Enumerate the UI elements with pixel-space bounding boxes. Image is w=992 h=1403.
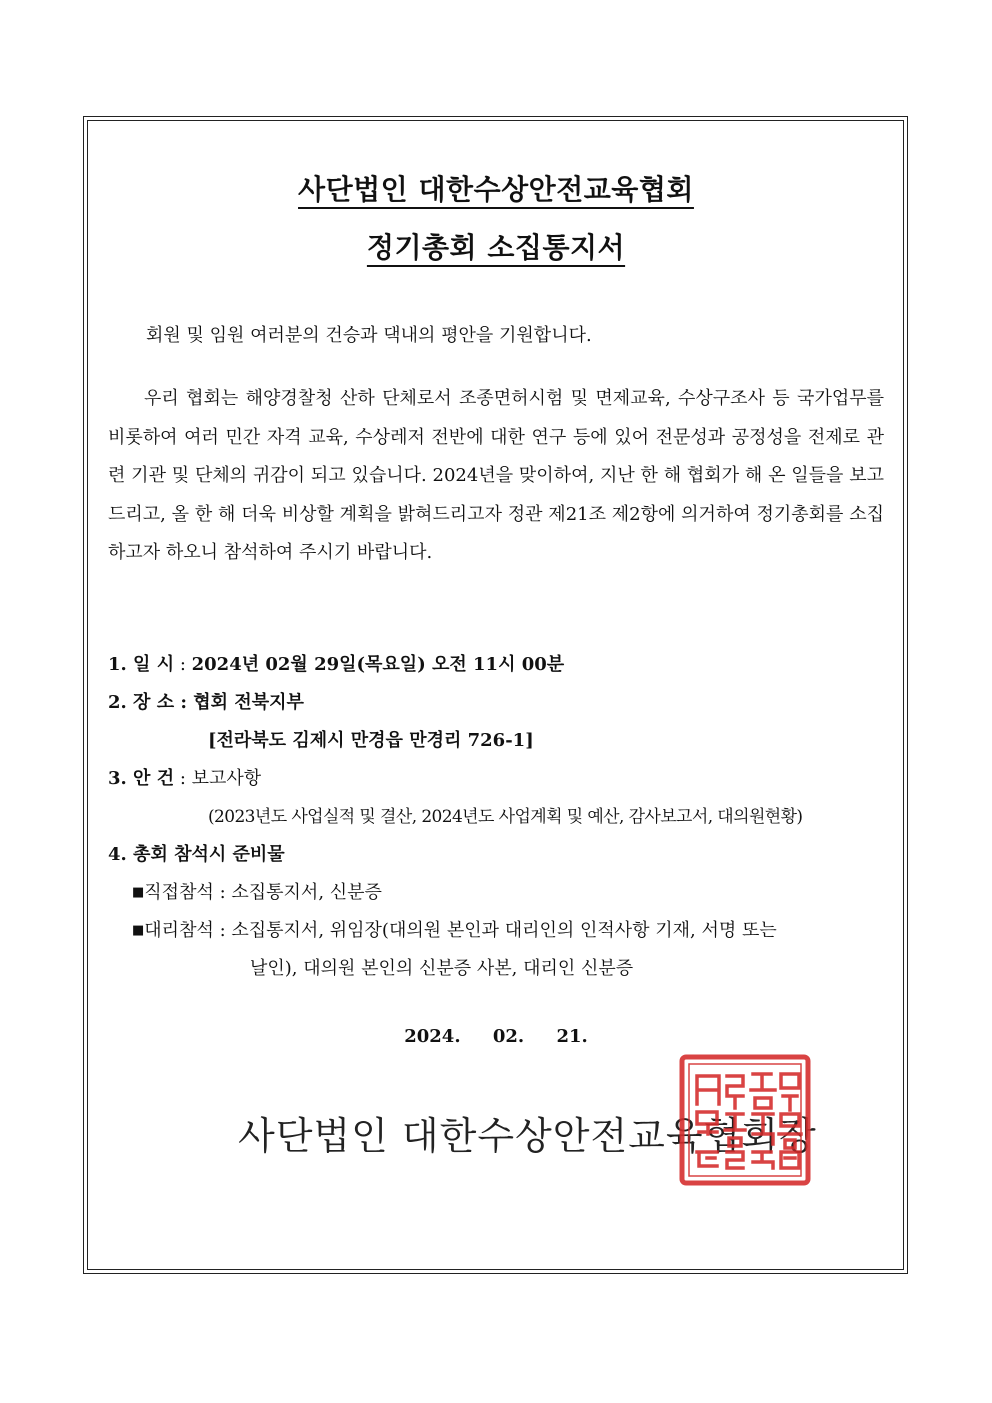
greeting-paragraph: 회원 및 임원 여러분의 건승과 댁내의 평안을 기원합니다.: [146, 325, 592, 346]
agenda-item-location: [108, 691, 304, 715]
item-label: 2. 장 소 :: [108, 692, 188, 713]
agenda-item-datetime: 1. 일 시 : 2024년 02월 29일(목요일) 오전 11시 00분: [108, 654, 565, 675]
proxy-value-line1: 소집통지서, 위임장(대의원 본인과 대리인의 인적사항 기재, 서명 또는: [231, 920, 777, 941]
direct-label: 직접참석: [144, 882, 214, 903]
direct-value: 소집통지서, 신분증: [231, 882, 382, 903]
notice-date: 2024. 02. 21.: [404, 1026, 588, 1047]
official-seal-icon: [679, 1054, 811, 1186]
signature-line: 사단법인 대한수상안전교육협회장: [238, 1114, 817, 1158]
materials-proxy: ■대리참석 : 소집통지서, 위임장(대의원 본인과 대리인의 인적사항 기재, 서명 또는: [132, 920, 777, 941]
document-title-line2: 정기총회 소집통지서: [366, 231, 626, 264]
document-title-line1: 사단법인 대한수상안전교육협회: [298, 173, 694, 206]
agenda-item-materials: 4. 총회 참석시 준비물: [108, 844, 285, 865]
agenda-item-agenda: 3. 안 건 : 보고사항: [108, 768, 262, 789]
agenda-detail: (2023년도 사업실적 및 결산, 2024년도 사업계획 및 예산, 감사보고서, 대의원현황): [208, 807, 803, 827]
proxy-value-line2: 날인), 대의원 본인의 신분증 사본, 대리인 신분증: [250, 958, 634, 979]
item-label: 3. 안 건: [108, 768, 175, 789]
body-paragraph: 우리 협회는 해양경찰청 산하 단체로서 조종면허시험 및 면제교육, 수상구조사 등 국가업무를 비롯하여 여러 민간 자격 교육, 수상레저 전반에 대한 연구 등에 있어 전문성과 공정성을 전제로 관련 기관 및 단체의 귀감이 되고 있습니다. 2024년을 맞이하여, 지난 한 해 협회가 해 온 일들을 보고 드리고, 올 한 해 더욱 비상할 계획을 밝혀드리고자 정관 제21조 제2항에 의거하여 정기총회를 소집하고자 하오니 참석하여 주시기 바랍니다.: [108, 388, 884, 563]
item-value: 협회 전북지부: [193, 692, 304, 713]
item-label: 1. 일 시: [108, 654, 175, 675]
square-bullet-icon: ■: [132, 923, 145, 938]
location-address: [전라북도 김제시 만경읍 만경리 726-1]: [208, 730, 534, 751]
item-value: 2024년 02월 29일(목요일) 오전 11시 00분: [191, 654, 565, 675]
materials-direct: ■직접참석 : 소집통지서, 신분증: [132, 882, 382, 903]
square-bullet-icon: ■: [132, 885, 145, 900]
item-value: 보고사항: [191, 768, 262, 789]
proxy-label: 대리참석: [144, 920, 214, 941]
